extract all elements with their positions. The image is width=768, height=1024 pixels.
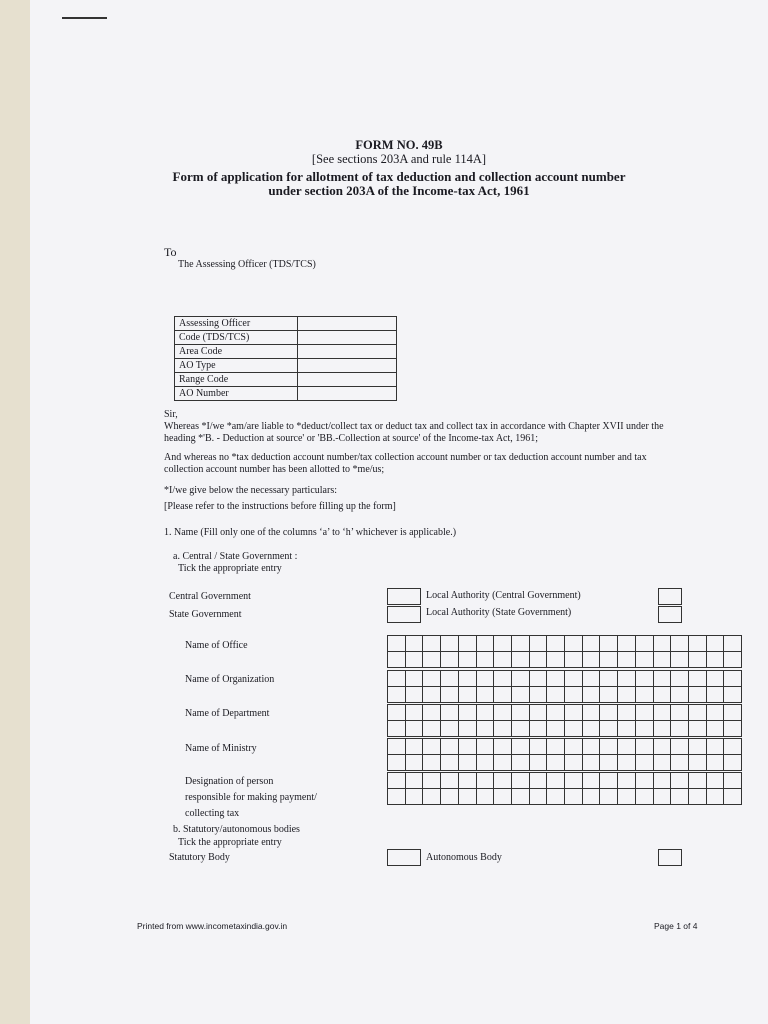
footer-page-number: Page 1 of 4: [654, 921, 698, 931]
character-box[interactable]: [671, 739, 689, 755]
character-box[interactable]: [565, 636, 583, 652]
character-box[interactable]: [654, 671, 672, 687]
corner-mark: [62, 17, 107, 19]
section1a-tick-note: Tick the appropriate entry: [178, 563, 282, 574]
autonomous-body-label: Autonomous Body: [426, 852, 502, 863]
character-box[interactable]: [494, 671, 512, 687]
character-box[interactable]: [724, 705, 742, 721]
character-box[interactable]: [512, 755, 530, 771]
character-box[interactable]: [707, 636, 725, 652]
character-box[interactable]: [512, 687, 530, 703]
character-box[interactable]: [689, 705, 707, 721]
character-box[interactable]: [636, 671, 654, 687]
character-box[interactable]: [512, 789, 530, 805]
character-box[interactable]: [618, 739, 636, 755]
character-box[interactable]: [388, 687, 406, 703]
character-box[interactable]: [636, 652, 654, 668]
character-box[interactable]: [494, 705, 512, 721]
character-box[interactable]: [636, 755, 654, 771]
character-box[interactable]: [477, 773, 495, 789]
character-box[interactable]: [477, 721, 495, 737]
character-box[interactable]: [423, 687, 441, 703]
character-box[interactable]: [494, 652, 512, 668]
character-box[interactable]: [636, 636, 654, 652]
name-of-office-boxes[interactable]: [387, 635, 742, 668]
assessing-officer-table: [174, 316, 397, 401]
character-box[interactable]: [636, 687, 654, 703]
character-box[interactable]: [388, 739, 406, 755]
character-box[interactable]: [600, 687, 618, 703]
character-box[interactable]: [707, 789, 725, 805]
name-of-department-boxes[interactable]: [387, 704, 742, 737]
character-box[interactable]: [583, 671, 601, 687]
character-box[interactable]: [530, 739, 548, 755]
character-box[interactable]: [494, 687, 512, 703]
ao-row-label: Range Code: [175, 373, 298, 387]
character-box[interactable]: [547, 739, 565, 755]
character-box[interactable]: [423, 636, 441, 652]
character-box[interactable]: [441, 705, 459, 721]
character-box[interactable]: [530, 687, 548, 703]
character-box[interactable]: [724, 755, 742, 771]
character-box[interactable]: [530, 652, 548, 668]
character-box[interactable]: [636, 705, 654, 721]
character-box[interactable]: [707, 739, 725, 755]
character-box[interactable]: [583, 739, 601, 755]
ao-row-value[interactable]: [298, 317, 397, 331]
character-box[interactable]: [707, 721, 725, 737]
character-box[interactable]: [600, 721, 618, 737]
character-box[interactable]: [494, 721, 512, 737]
character-box[interactable]: [565, 705, 583, 721]
character-box[interactable]: [388, 652, 406, 668]
character-box[interactable]: [477, 636, 495, 652]
character-box[interactable]: [406, 705, 424, 721]
character-box[interactable]: [583, 636, 601, 652]
character-box[interactable]: [423, 755, 441, 771]
character-box[interactable]: [618, 789, 636, 805]
character-box[interactable]: [707, 705, 725, 721]
name-of-organization-boxes[interactable]: [387, 670, 742, 703]
character-box[interactable]: [477, 755, 495, 771]
character-box[interactable]: [406, 687, 424, 703]
character-box[interactable]: [707, 652, 725, 668]
character-box[interactable]: [530, 773, 548, 789]
character-box[interactable]: [618, 687, 636, 703]
character-box[interactable]: [388, 789, 406, 805]
character-box[interactable]: [600, 773, 618, 789]
character-box[interactable]: [406, 636, 424, 652]
character-box[interactable]: [689, 636, 707, 652]
character-box[interactable]: [459, 652, 477, 668]
character-box[interactable]: [600, 755, 618, 771]
character-box[interactable]: [459, 789, 477, 805]
character-box[interactable]: [512, 671, 530, 687]
paragraph-and-whereas: And whereas no *tax deduction account number/tax collection account number or tax deduction account number and tax collection account number has been allotted to *me/us;: [164, 452, 647, 475]
local-authority-state-checkbox[interactable]: [658, 606, 682, 623]
name-of-organization-label: Name of Organization: [185, 674, 275, 685]
character-box[interactable]: [707, 687, 725, 703]
character-box[interactable]: [565, 789, 583, 805]
character-box[interactable]: [724, 652, 742, 668]
footer-printed-from: Printed from www.incometaxindia.gov.in: [137, 921, 288, 931]
character-box[interactable]: [477, 739, 495, 755]
character-box[interactable]: [388, 773, 406, 789]
character-box[interactable]: [689, 755, 707, 771]
character-box[interactable]: [724, 671, 742, 687]
character-box[interactable]: [724, 721, 742, 737]
character-box[interactable]: [724, 687, 742, 703]
character-box[interactable]: [441, 636, 459, 652]
character-box[interactable]: [530, 755, 548, 771]
character-box[interactable]: [494, 636, 512, 652]
ao-row-value[interactable]: [298, 331, 397, 345]
character-box[interactable]: [459, 721, 477, 737]
addressee-to: To: [164, 245, 177, 259]
character-box[interactable]: [565, 755, 583, 771]
ao-row-value[interactable]: [298, 359, 397, 373]
paragraph-instructions: [Please refer to the instructions before filling up the form]: [164, 501, 396, 512]
ao-row-value[interactable]: [298, 373, 397, 387]
character-box[interactable]: [459, 755, 477, 771]
character-box[interactable]: [406, 721, 424, 737]
name-of-ministry-label: Name of Ministry: [185, 743, 257, 754]
character-box[interactable]: [689, 773, 707, 789]
paragraph-whereas: Whereas *I/we *am/are liable to *deduct/collect tax or deduct tax and collect tax in accordance with Chapter XVII under the heading *'B. - Deduction at source' or 'BB.-Collection at source' of the Income-tax Act, 1961;: [164, 421, 664, 444]
designation-boxes[interactable]: [387, 772, 742, 805]
character-box[interactable]: [654, 773, 672, 789]
character-box[interactable]: [477, 652, 495, 668]
character-box[interactable]: [636, 789, 654, 805]
character-box[interactable]: [671, 687, 689, 703]
character-box[interactable]: [707, 755, 725, 771]
character-box[interactable]: [654, 705, 672, 721]
character-box[interactable]: [477, 789, 495, 805]
character-box[interactable]: [671, 773, 689, 789]
section1-heading: 1. Name (Fill only one of the columns ‘a’ to ‘h’ whichever is applicable.): [164, 527, 457, 538]
character-box[interactable]: [618, 773, 636, 789]
form-title-line2: under section 203A of the Income-tax Act, 1961: [268, 183, 530, 198]
character-box[interactable]: [671, 755, 689, 771]
character-box[interactable]: [477, 705, 495, 721]
character-box[interactable]: [441, 789, 459, 805]
character-box[interactable]: [530, 721, 548, 737]
character-box[interactable]: [600, 705, 618, 721]
character-box[interactable]: [583, 773, 601, 789]
character-box[interactable]: [388, 755, 406, 771]
character-box[interactable]: [724, 789, 742, 805]
character-box[interactable]: [459, 773, 477, 789]
character-box[interactable]: [441, 671, 459, 687]
character-box[interactable]: [547, 755, 565, 771]
character-box[interactable]: [512, 721, 530, 737]
character-box[interactable]: [600, 636, 618, 652]
character-box[interactable]: [477, 687, 495, 703]
character-box[interactable]: [512, 636, 530, 652]
character-box[interactable]: [671, 789, 689, 805]
character-box[interactable]: [565, 687, 583, 703]
character-box[interactable]: [441, 687, 459, 703]
character-box[interactable]: [547, 721, 565, 737]
form-title-line1: Form of application for allotment of tax deduction and collection account number: [172, 169, 626, 184]
character-box[interactable]: [547, 671, 565, 687]
character-box[interactable]: [477, 671, 495, 687]
character-box[interactable]: [494, 773, 512, 789]
state-government-label: State Government: [169, 609, 242, 620]
salutation: Sir,: [164, 409, 178, 420]
character-box[interactable]: [530, 789, 548, 805]
character-box[interactable]: [547, 652, 565, 668]
character-box[interactable]: [441, 755, 459, 771]
character-box[interactable]: [600, 671, 618, 687]
character-box[interactable]: [671, 636, 689, 652]
character-box[interactable]: [654, 721, 672, 737]
character-box[interactable]: [406, 652, 424, 668]
character-box[interactable]: [423, 652, 441, 668]
central-government-label: Central Government: [169, 591, 251, 602]
character-box[interactable]: [406, 773, 424, 789]
character-box[interactable]: [689, 789, 707, 805]
form-page: [30, 0, 768, 1024]
character-box[interactable]: [654, 755, 672, 771]
character-box[interactable]: [512, 739, 530, 755]
character-box[interactable]: [707, 773, 725, 789]
local-authority-central-label: Local Authority (Central Government): [426, 590, 581, 601]
character-box[interactable]: [459, 739, 477, 755]
character-box[interactable]: [494, 739, 512, 755]
character-box[interactable]: [689, 671, 707, 687]
character-box[interactable]: [459, 705, 477, 721]
statutory-body-checkbox[interactable]: [387, 849, 421, 866]
name-of-office-label: Name of Office: [185, 640, 248, 651]
character-box[interactable]: [494, 789, 512, 805]
ao-row-value[interactable]: [298, 345, 397, 359]
character-box[interactable]: [618, 636, 636, 652]
designation-label-line2: responsible for making payment/: [185, 792, 317, 803]
character-box[interactable]: [423, 739, 441, 755]
character-box[interactable]: [423, 789, 441, 805]
character-box[interactable]: [707, 671, 725, 687]
character-box[interactable]: [636, 721, 654, 737]
ao-row-label: Code (TDS/TCS): [175, 331, 298, 345]
character-box[interactable]: [600, 739, 618, 755]
statutory-body-label: Statutory Body: [169, 852, 230, 863]
name-of-department-label: Name of Department: [185, 708, 270, 719]
character-box[interactable]: [583, 705, 601, 721]
character-box[interactable]: [565, 652, 583, 668]
character-box[interactable]: [512, 705, 530, 721]
section1b-heading: b. Statutory/autonomous bodies: [173, 824, 300, 835]
character-box[interactable]: [724, 739, 742, 755]
character-box[interactable]: [547, 636, 565, 652]
character-box[interactable]: [530, 636, 548, 652]
character-box[interactable]: [583, 687, 601, 703]
character-box[interactable]: [388, 705, 406, 721]
paragraph-particulars: *I/we give below the necessary particulars:: [164, 485, 337, 496]
character-box[interactable]: [423, 671, 441, 687]
character-box[interactable]: [512, 773, 530, 789]
character-box[interactable]: [689, 721, 707, 737]
character-box[interactable]: [600, 652, 618, 668]
character-box[interactable]: [547, 705, 565, 721]
character-box[interactable]: [406, 739, 424, 755]
character-box[interactable]: [671, 721, 689, 737]
character-box[interactable]: [565, 721, 583, 737]
character-box[interactable]: [654, 636, 672, 652]
character-box[interactable]: [530, 705, 548, 721]
character-box[interactable]: [441, 773, 459, 789]
character-box[interactable]: [671, 652, 689, 668]
section1a-heading: a. Central / State Government :: [173, 551, 298, 562]
form-number: FORM NO. 49B: [355, 138, 443, 152]
character-box[interactable]: [406, 755, 424, 771]
character-box[interactable]: [547, 789, 565, 805]
character-box[interactable]: [459, 671, 477, 687]
ao-row-value[interactable]: [298, 387, 397, 401]
designation-label-line3: collecting tax: [185, 808, 240, 819]
character-box[interactable]: [423, 773, 441, 789]
character-box[interactable]: [459, 687, 477, 703]
name-of-ministry-boxes[interactable]: [387, 738, 742, 771]
autonomous-body-checkbox[interactable]: [658, 849, 682, 866]
character-box[interactable]: [618, 705, 636, 721]
character-box[interactable]: [388, 671, 406, 687]
character-box[interactable]: [530, 671, 548, 687]
character-box[interactable]: [423, 721, 441, 737]
character-box[interactable]: [689, 687, 707, 703]
character-box[interactable]: [565, 739, 583, 755]
character-box[interactable]: [565, 773, 583, 789]
character-box[interactable]: [654, 652, 672, 668]
character-box[interactable]: [583, 755, 601, 771]
character-box[interactable]: [724, 636, 742, 652]
designation-label-line1: Designation of person: [185, 776, 274, 787]
character-box[interactable]: [441, 739, 459, 755]
section1b-tick-note: Tick the appropriate entry: [178, 837, 282, 848]
local-authority-state-label: Local Authority (State Government): [426, 607, 572, 618]
character-box[interactable]: [547, 687, 565, 703]
character-box[interactable]: [618, 755, 636, 771]
ao-row-label: AO Number: [175, 387, 298, 401]
character-box[interactable]: [565, 671, 583, 687]
character-box[interactable]: [547, 773, 565, 789]
character-box[interactable]: [459, 636, 477, 652]
addressee-officer: The Assessing Officer (TDS/TCS): [178, 259, 316, 270]
central-government-checkbox[interactable]: [387, 588, 421, 605]
character-box[interactable]: [636, 739, 654, 755]
ao-row-label: Assessing Officer: [175, 317, 298, 331]
section-reference: [See sections 203A and rule 114A]: [311, 152, 487, 166]
character-box[interactable]: [724, 773, 742, 789]
character-box[interactable]: [600, 789, 618, 805]
character-box[interactable]: [583, 789, 601, 805]
character-box[interactable]: [494, 755, 512, 771]
character-box[interactable]: [636, 773, 654, 789]
character-box[interactable]: [423, 705, 441, 721]
character-box[interactable]: [618, 721, 636, 737]
character-box[interactable]: [618, 652, 636, 668]
character-box[interactable]: [583, 652, 601, 668]
character-box[interactable]: [512, 652, 530, 668]
character-box[interactable]: [689, 652, 707, 668]
character-box[interactable]: [441, 652, 459, 668]
character-box[interactable]: [388, 636, 406, 652]
ao-row-label: AO Type: [175, 359, 298, 373]
state-government-checkbox[interactable]: [387, 606, 421, 623]
character-box[interactable]: [654, 739, 672, 755]
character-box[interactable]: [583, 721, 601, 737]
local-authority-central-checkbox[interactable]: [658, 588, 682, 605]
character-box[interactable]: [406, 671, 424, 687]
character-box[interactable]: [441, 721, 459, 737]
page-edge: [0, 0, 30, 1024]
character-box[interactable]: [618, 671, 636, 687]
character-box[interactable]: [689, 739, 707, 755]
ao-row-label: Area Code: [175, 345, 298, 359]
character-box[interactable]: [654, 687, 672, 703]
character-box[interactable]: [654, 789, 672, 805]
character-box[interactable]: [388, 721, 406, 737]
character-box[interactable]: [671, 705, 689, 721]
character-box[interactable]: [671, 671, 689, 687]
character-box[interactable]: [406, 789, 424, 805]
